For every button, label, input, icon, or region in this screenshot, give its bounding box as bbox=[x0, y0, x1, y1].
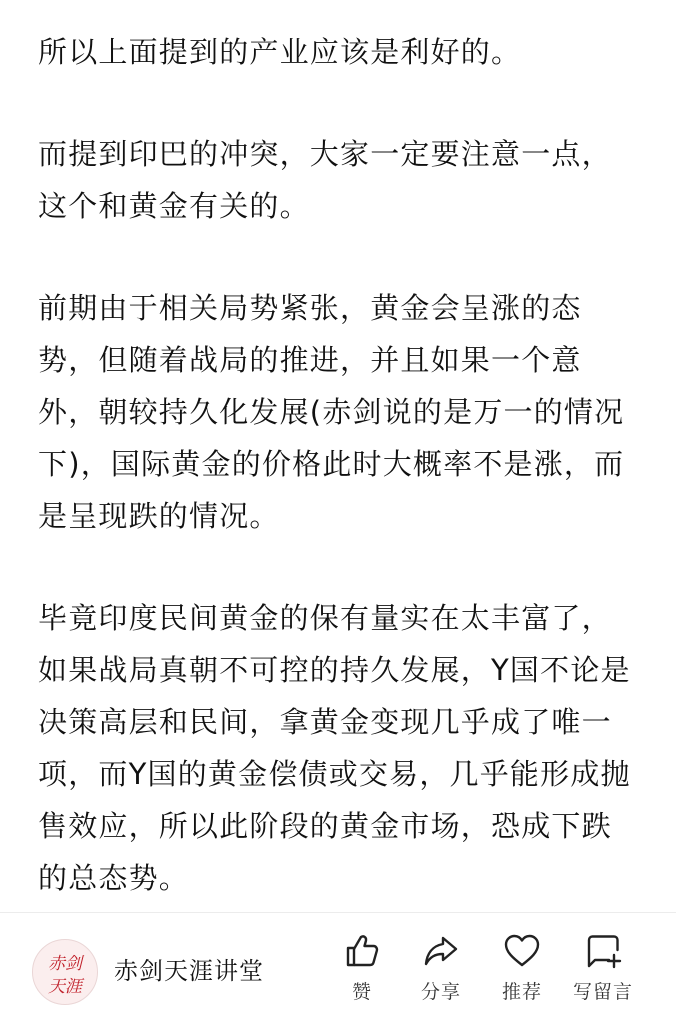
article-paragraph: 所以上面提到的产业应该是利好的。 bbox=[38, 35, 522, 69]
svg-text:赤剑: 赤剑 bbox=[48, 954, 82, 974]
share-icon bbox=[421, 931, 461, 971]
thumbs-up-icon bbox=[342, 931, 382, 971]
account-name[interactable]: 赤剑天涯讲堂 bbox=[114, 957, 264, 985]
like-button[interactable] bbox=[322, 931, 402, 1021]
svg-text:天涯: 天涯 bbox=[48, 977, 82, 997]
share-label: 分享 bbox=[420, 981, 461, 1003]
account-logo-icon bbox=[33, 940, 97, 1004]
like-label: 赞 bbox=[351, 981, 372, 1003]
article-body bbox=[38, 26, 640, 954]
article-paragraph: 前期由于相关局势紧张，黄金会呈涨的态势，但随着战局的推进，并且如果一个意外，朝较持久化发展(赤剑说的是万一的情况下)，国际黄金的价格此时大概率不是涨，而是呈现跌的情况。 bbox=[38, 291, 625, 533]
comment-icon bbox=[583, 931, 623, 971]
heart-icon bbox=[502, 931, 542, 971]
article-paragraph: 而提到印巴的冲突，大家一定要注意一点，这个和黄金有关的。 bbox=[38, 137, 612, 223]
share-button[interactable] bbox=[401, 931, 481, 1021]
account-avatar[interactable] bbox=[32, 939, 98, 1005]
recommend-label: 推荐 bbox=[501, 981, 542, 1003]
comment-label: 写留言 bbox=[572, 981, 633, 1003]
article-paragraph: 毕竟印度民间黄金的保有量实在太丰富了，如果战局真朝不可控的持久发展，Y国不论是决策高层和民间，拿黄金变现几乎成了唯一项，而Y国的黄金偿债或交易，几乎能形成抛售效应，所以此阶段的黄金市场，恐成下跌的总态势。 bbox=[38, 601, 631, 895]
recommend-button[interactable] bbox=[482, 931, 562, 1021]
article-footer-bar bbox=[0, 912, 676, 1025]
comment-button[interactable] bbox=[563, 931, 643, 1021]
